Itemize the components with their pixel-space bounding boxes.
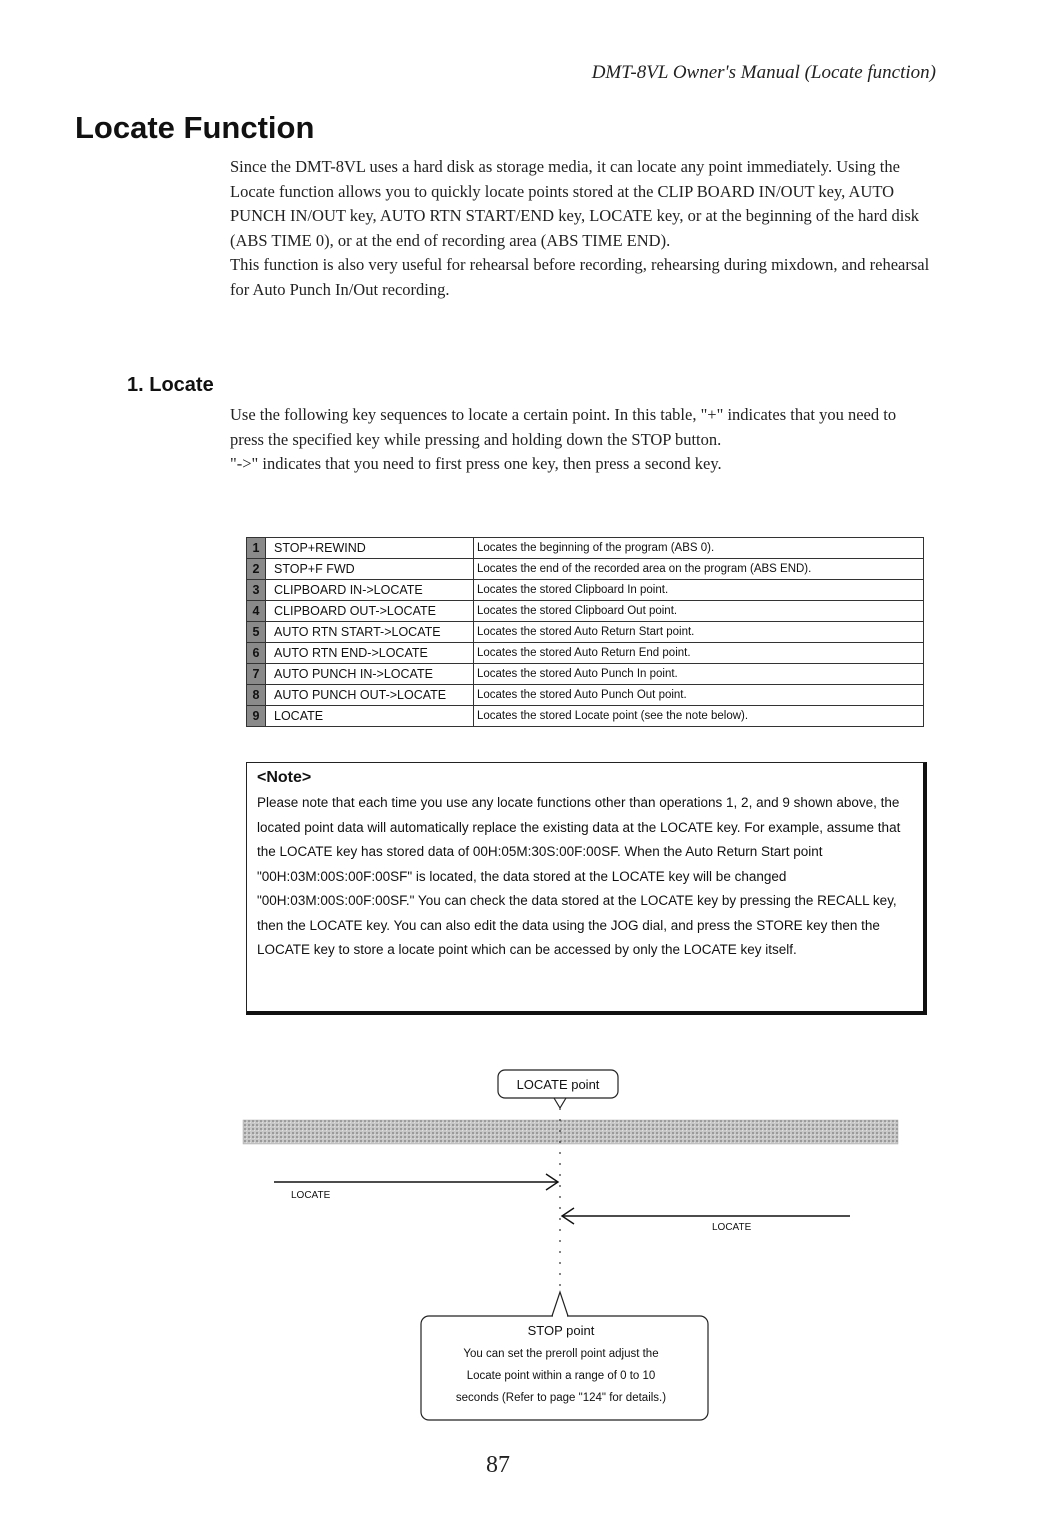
row-description: Locates the stored Auto Return Start point.: [474, 622, 924, 643]
key-sequence: AUTO RTN END->LOCATE: [266, 643, 474, 664]
intro-text: [230, 155, 932, 303]
note-body: Please note that each time you use any locate functions other than operations 1, 2, and 9 shown above, the located point data will automatically replace the existing data at the LOCATE key. For example, assume that the LOCATE key has stored data of 00H:05M:30S:00F:00SF. When the Auto Return Start point "00H:03M:00S:00F:00SF" is located, the data stored at the LOCATE key will be changed "00H:03M:00S:00F:00SF." You can check the data stored at the LOCATE key by pressing the RECALL key, then the LOCATE key. You can also edit the data using the JOG dial, and press the STORE key then the LOCATE key to store a locate point which can be accessed by only the LOCATE key itself.: [257, 795, 901, 957]
section-paragraph-1: Use the following key sequences to locate a certain point. In this table, "+" indicates that you need to press the specified key while pressing and holding down the STOP button.: [230, 405, 897, 449]
key-sequence: CLIPBOARD OUT->LOCATE: [266, 601, 474, 622]
key-sequence: CLIPBOARD IN->LOCATE: [266, 580, 474, 601]
row-number: 3: [247, 580, 266, 601]
row-number: 2: [247, 559, 266, 580]
stop-point-line-2: Locate point within a range of 0 to 10: [466, 1370, 656, 1382]
table-row: [247, 580, 924, 601]
running-head: DMT-8VL Owner's Manual (Locate function): [591, 62, 936, 83]
row-number: 4: [247, 601, 266, 622]
locate-diagram: [0, 1060, 1051, 1430]
row-number: 5: [247, 622, 266, 643]
table-row: [247, 601, 924, 622]
page-title: Locate Function: [75, 110, 315, 145]
key-sequence: LOCATE: [266, 706, 474, 727]
row-number: 6: [247, 643, 266, 664]
row-description: Locates the stored Auto Return End point.: [474, 643, 924, 664]
row-description: Locates the end of the recorded area on the program (ABS END).: [474, 559, 924, 580]
section-text: [230, 403, 932, 477]
note-title: <Note>: [257, 769, 312, 786]
stop-point-title: STOP point: [527, 1323, 595, 1338]
key-sequence: AUTO RTN START->LOCATE: [266, 622, 474, 643]
key-sequence: AUTO PUNCH IN->LOCATE: [266, 664, 474, 685]
arrow-right-label: LOCATE: [712, 1222, 752, 1233]
stop-point-line-3: seconds (Refer to page "124" for details.): [455, 1392, 667, 1404]
intro-paragraph-2: This function is also very useful for rehearsal before recording, rehearsing during mixdown, and rehearsal for Auto Punch In/Out recording.: [230, 255, 930, 299]
locate-key-table: [246, 537, 924, 727]
table-row: [247, 559, 924, 580]
table-row: [247, 643, 924, 664]
row-description: Locates the stored Auto Punch In point.: [474, 664, 924, 685]
note-box: [246, 762, 927, 1015]
arrow-left-label: LOCATE: [291, 1190, 331, 1201]
stop-point-line-1: You can set the preroll point adjust the: [463, 1348, 659, 1360]
section-heading: 1. Locate: [127, 374, 214, 396]
key-sequence: AUTO PUNCH OUT->LOCATE: [266, 685, 474, 706]
section-paragraph-2: "->" indicates that you need to first press one key, then press a second key.: [230, 454, 722, 474]
row-number: 8: [247, 685, 266, 706]
key-sequence: STOP+F FWD: [266, 559, 474, 580]
row-description: Locates the stored Clipboard Out point.: [474, 601, 924, 622]
key-sequence: STOP+REWIND: [266, 538, 474, 559]
timeline-bar: [243, 1120, 898, 1144]
row-description: Locates the beginning of the program (ABS 0).: [474, 538, 924, 559]
locate-point-pointer: [554, 1098, 566, 1108]
stop-point-pointer: [552, 1292, 568, 1316]
row-description: Locates the stored Clipboard In point.: [474, 580, 924, 601]
row-description: Locates the stored Locate point (see the note below).: [474, 706, 924, 727]
locate-point-label: LOCATE point: [516, 1077, 600, 1092]
row-number: 9: [247, 706, 266, 727]
table-row: [247, 622, 924, 643]
row-description: Locates the stored Auto Punch Out point.: [474, 685, 924, 706]
intro-paragraph-1: Since the DMT-8VL uses a hard disk as storage media, it can locate any point immediately. Using the Locate function allows you to quickly locate points stored at the CLIP BOARD IN/OUT key, AUTO PUNCH IN/OUT key, AUTO RTN START/END key, LOCATE key, or at the beginning of the hard disk (ABS TIME 0), or at the end of recording area (ABS TIME END).: [230, 157, 920, 250]
table-row: [247, 706, 924, 727]
table-row: [247, 664, 924, 685]
table-row: [247, 685, 924, 706]
row-number: 1: [247, 538, 266, 559]
table-row: [247, 538, 924, 559]
page-number: 87: [486, 1452, 510, 1478]
row-number: 7: [247, 664, 266, 685]
